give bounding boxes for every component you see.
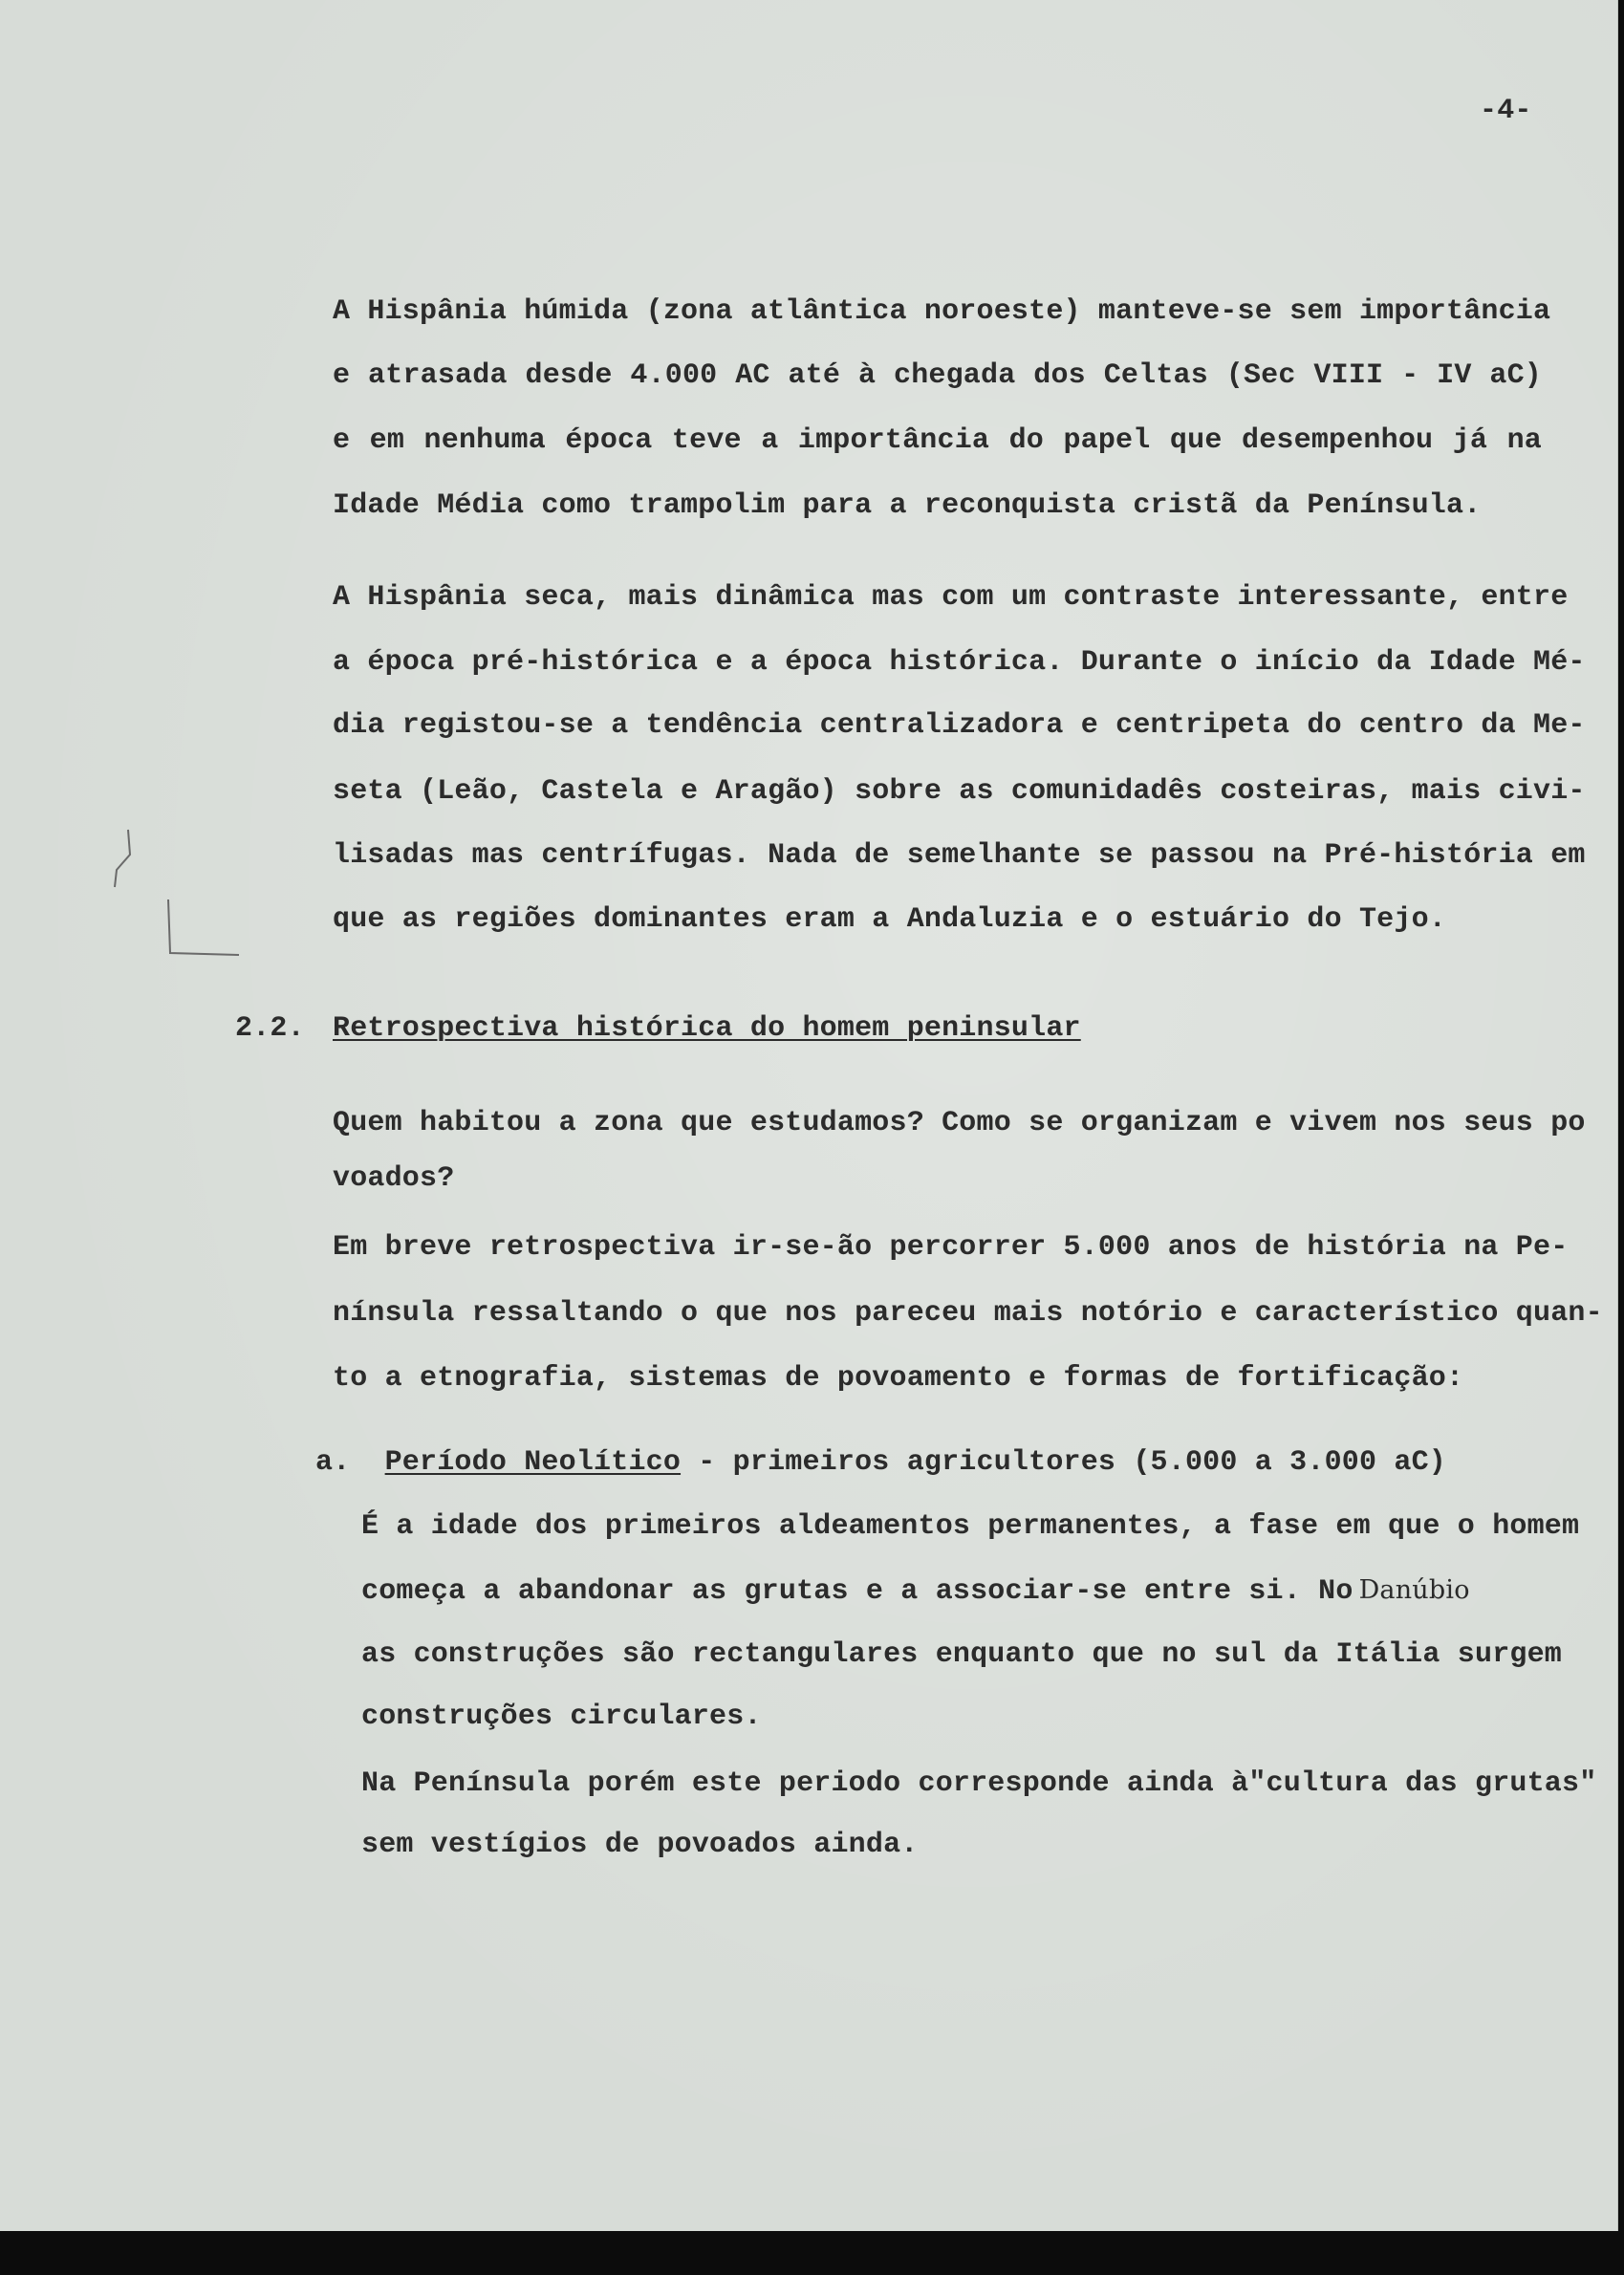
item-a-line-6: sem vestígios de povoados ainda.	[361, 1829, 919, 1861]
paragraph-2-line-6: que as regiões dominantes eram a Andaluzia e o estuário do Tejo.	[333, 903, 1446, 936]
item-a-line-1: É a idade dos primeiros aldeamentos permanentes, a fase em que o homem	[361, 1510, 1580, 1543]
paragraph-4-line-1: Em breve retrospectiva ir-se-ão percorrer 5.000 anos de história na Pe-	[333, 1231, 1569, 1264]
paragraph-1-line-3: e em nenhuma época teve a importância do papel que desempenhou já na	[333, 424, 1542, 457]
paragraph-3-line-1: Quem habitou a zona que estudamos? Como se organizam e vivem nos seus po	[333, 1107, 1586, 1139]
list-item-a	[315, 1445, 1446, 1480]
item-a-line-5: Na Península porém este periodo corresponde ainda à"cultura das grutas"	[361, 1767, 1597, 1800]
list-item-title: Período Neolítico	[384, 1446, 682, 1479]
paragraph-1-line-2: e atrasada desde 4.000 AC até à chegada dos Celtas (Sec VIII - IV aC)	[333, 359, 1542, 392]
section-title: Retrospectiva histórica do homem peninsular	[333, 1012, 1081, 1045]
margin-pencil-mark	[103, 822, 141, 899]
item-a-line-2-text: começa a abandonar as grutas e a associar-se entre si. No	[361, 1575, 1353, 1608]
item-a-line-2	[361, 1573, 1470, 1609]
paragraph-2-line-2: a época pré-histórica e a época histórica. Durante o início da Idade Mé-	[333, 646, 1586, 679]
list-item-subtitle: - primeiros agricultores (5.000 a 3.000 aC)	[681, 1446, 1446, 1479]
section-number: 2.2.	[235, 1012, 305, 1045]
margin-pencil-bracket	[162, 894, 249, 961]
paragraph-2-line-1: A Hispânia seca, mais dinâmica mas com um contraste interessante, entre	[333, 581, 1569, 614]
paragraph-2-line-3: dia registou-se a tendência centralizadora e centripeta do centro da Me-	[333, 709, 1586, 742]
paragraph-4-line-3: to a etnografia, sistemas de povoamento e formas de fortificação:	[333, 1362, 1464, 1395]
paragraph-4-line-2: nínsula ressaltando o que nos pareceu mais notório e característico quan-	[333, 1297, 1603, 1330]
list-item-marker: a.	[315, 1446, 351, 1479]
paragraph-2-line-5: lisadas mas centrífugas. Nada de semelhante se passou na Pré-história em	[333, 839, 1586, 872]
paragraph-2-line-4: seta (Leão, Castela e Aragão) sobre as comunidadês costeiras, mais civi-	[333, 775, 1586, 808]
item-a-line-4: construções circulares.	[361, 1701, 762, 1733]
item-a-line-3: as construções são rectangulares enquanto que no sul da Itália surgem	[361, 1638, 1563, 1671]
paragraph-3-line-2: voados?	[333, 1162, 455, 1195]
page-number: -4-	[1480, 95, 1532, 127]
paragraph-1-line-4: Idade Média como trampolim para a reconquista cristã da Península.	[333, 489, 1482, 522]
handwritten-insert: Danúbio	[1358, 1575, 1470, 1605]
paragraph-1-line-1: A Hispânia húmida (zona atlântica noroeste) manteve-se sem importância	[333, 295, 1551, 328]
